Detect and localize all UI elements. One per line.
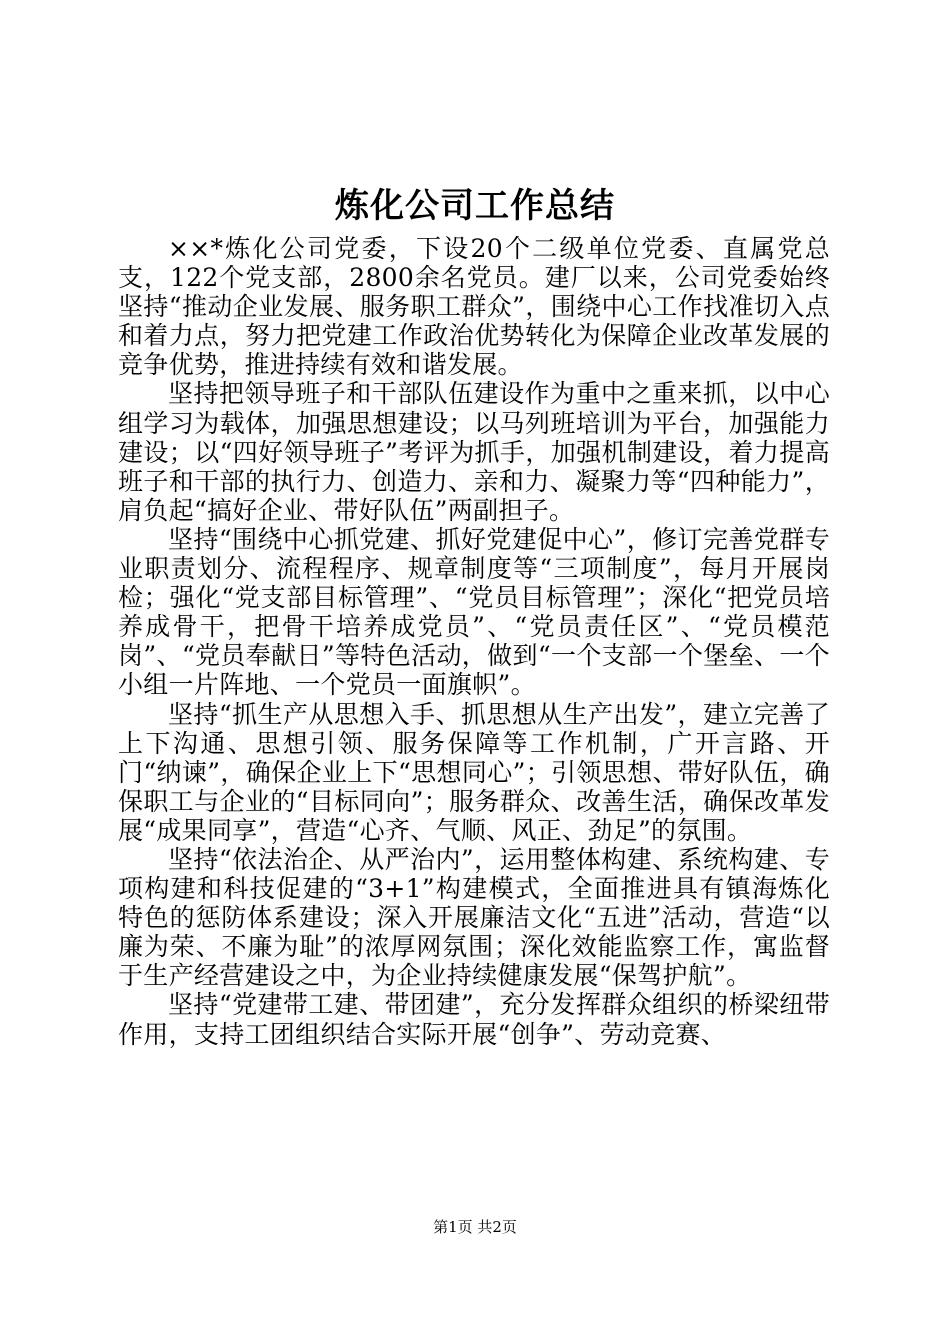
paragraph: 坚持把领导班子和干部队伍建设作为重中之重来抓，以中心组学习为载体，加强思想建设；以马列班培训为平台，加强能力建设；以“四好领导班子”考评为抓手，加强机制建设，着力提高班子和干部的执行力、创造力、亲和力、凝聚力等“四种能力”，肩负起“搞好企业、带好队伍”两副担子。 <box>118 379 830 525</box>
document-body <box>118 234 830 1049</box>
paragraph: ××*炼化公司党委，下设20个二级单位党委、直属党总支，122个党支部，2800余名党员。建厂以来，公司党委始终坚持“推动企业发展、服务职工群众”，围绕中心工作找准切入点和着力点，努力把党建工作政治优势转化为保障企业改革发展的竞争优势，推进持续有效和谐发展。 <box>118 234 830 380</box>
paragraph: 坚持“党建带工建、带团建”，充分发挥群众组织的桥梁纽带作用，支持工团组织结合实际开展“创争”、劳动竞赛、 <box>118 990 830 1049</box>
paragraph: 坚持“抓生产从思想入手、抓思想从生产出发”，建立完善了上下沟通、思想引领、服务保障等工作机制，广开言路、开门“纳谏”，确保企业上下“思想同心”；引领思想、带好队伍，确保职工与企业的“目标同向”；服务群众、改善生活，确保改革发展“成果同享”，营造“心齐、气顺、风正、劲足”的氛围。 <box>118 699 830 845</box>
paragraph: 坚持“围绕中心抓党建、抓好党建促中心”，修订完善党群专业职责划分、流程程序、规章制度等“三项制度”，每月开展岗检；强化“党支部目标管理”、“党员目标管理”；深化“把党员培养成骨干，把骨干培养成党员”、“党员责任区”、“党员模范岗”、“党员奉献日”等特色活动，做到“一个支部一个堡垒、一个小组一片阵地、一个党员一面旗帜”。 <box>118 524 830 700</box>
page-footer: 第1页 共2页 <box>433 1218 517 1236</box>
paragraph: 坚持“依法治企、从严治内”，运用整体构建、系统构建、专项构建和科技促建的“3+1”构建模式，全面推进具有镇海炼化特色的惩防体系建设；深入开展廉洁文化“五进”活动，营造“以廉为荣、不廉为耻”的浓厚网氛围；深化效能监察工作，寓监督于生产经营建设之中，为企业持续健康发展“保驾护航”。 <box>118 844 830 991</box>
document-title: 炼化公司工作总结 <box>335 186 615 226</box>
